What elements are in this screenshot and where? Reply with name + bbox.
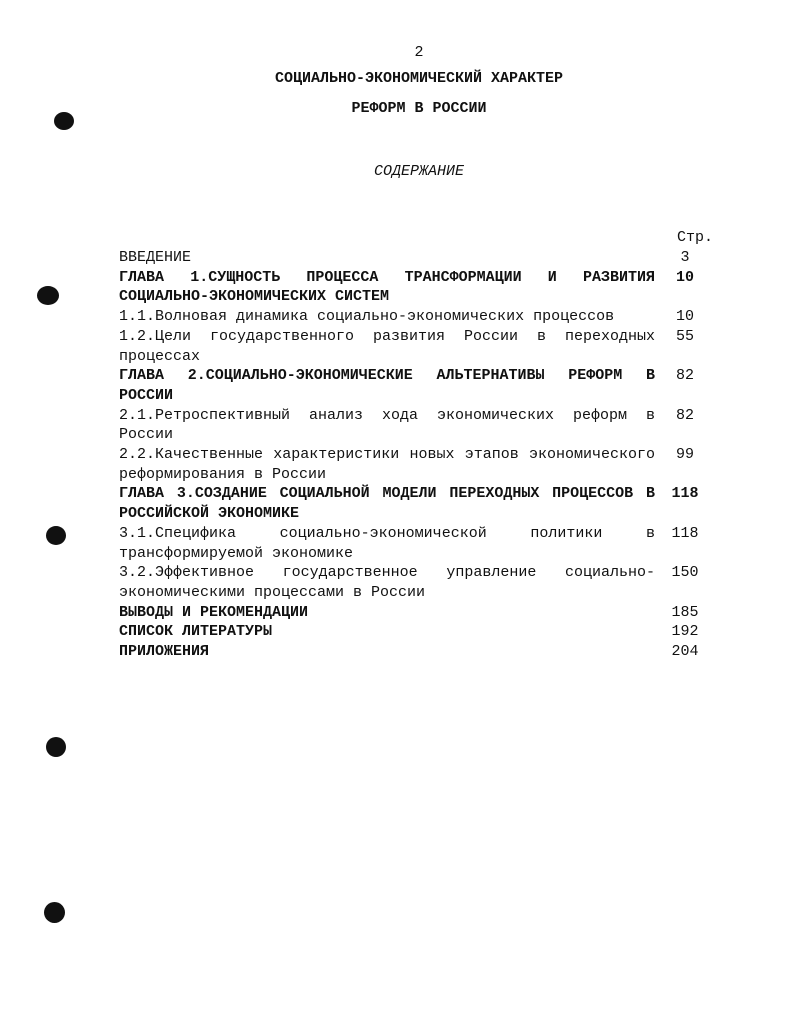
toc-page-column-header [119,228,715,248]
table-of-contents [119,228,715,662]
hole-punch-mark [46,737,66,757]
toc-entry-section-2-2 [119,445,715,484]
toc-entry-page: 185 [671,603,699,621]
toc-entry-page: 82 [675,367,694,385]
toc-entry-text: 2.2.Качественные характеристики новых этапов экономического реформирования в России [119,446,655,483]
contents-heading: СОДЕРЖАНИЕ [373,163,464,180]
toc-entry-text: ВЫВОДЫ И РЕКОМЕНДАЦИИ [119,603,309,621]
toc-entry-page: 118 [671,485,699,503]
toc-entry-text: ВВЕДЕНИЕ [119,249,192,266]
toc-entry-introduction [119,248,715,268]
toc-entry-text: ГЛАВА 1.СУЩНОСТЬ ПРОЦЕССА ТРАНСФОРМАЦИИ И РАЗВИТИЯ СОЦИАЛЬНО-ЭКОНОМИЧЕСКИХ СИСТЕМ [119,268,655,306]
toc-entry-chapter-2 [119,366,715,405]
toc-entry-page: 192 [671,623,699,641]
toc-entry-page: 10 [675,268,694,286]
toc-entry-chapter-1 [119,268,715,307]
page-column-label: Стр. [676,229,713,246]
toc-entry-page: 99 [675,446,694,464]
toc-entry-page: 204 [671,643,699,661]
toc-entry-text: 1.1.Волновая динамика социально-экономических процессов [119,308,615,326]
toc-entry-text: ГЛАВА 3.СОЗДАНИЕ СОЦИАЛЬНОЙ МОДЕЛИ ПЕРЕХОДНЫХ ПРОЦЕССОВ В РОССИЙСКОЙ ЭКОНОМИКЕ [119,485,655,523]
toc-entry-page: 55 [675,327,694,345]
toc-entry-page: 10 [675,308,694,326]
toc-entry-text: 3.1.Специфика социально-экономической политики в трансформируемой экономике [119,524,655,562]
toc-entry-page: 118 [671,524,699,542]
page-number: 2 [414,44,424,61]
document-title-line-1: СОЦИАЛЬНО-ЭКОНОМИЧЕСКИЙ ХАРАКТЕР [274,70,564,87]
toc-entry-text: 1.2.Цели государственного развития России в переходных процессах [119,327,655,365]
toc-entry-page: 3 [680,249,690,266]
toc-entry-text: ПРИЛОЖЕНИЯ [119,643,210,661]
document-title-line-2: РЕФОРМ В РОССИИ [351,100,487,117]
toc-entry-section-1-1 [119,307,715,327]
toc-entry-bibliography [119,622,715,642]
toc-entry-page: 150 [671,564,699,582]
toc-entry-text: СПИСОК ЛИТЕРАТУРЫ [119,623,273,641]
hole-punch-mark [37,286,59,305]
toc-entry-text: 3.2.Эффективное государственное управление социально-экономическими процессами в России [119,564,655,601]
hole-punch-mark [44,902,65,923]
toc-entry-section-2-1 [119,406,715,445]
toc-entry-text: ГЛАВА 2.СОЦИАЛЬНО-ЭКОНОМИЧЕСКИЕ АЛЬТЕРНАТИВЫ РЕФОРМ В РОССИИ [119,367,655,404]
toc-entry-appendices [119,642,715,662]
toc-entry-page: 82 [675,406,694,424]
toc-entry-section-3-2 [119,563,715,602]
toc-entry-section-3-1 [119,524,715,563]
toc-entry-section-1-2 [119,327,715,366]
toc-entry-conclusions [119,603,715,623]
hole-punch-mark [46,526,66,545]
hole-punch-mark [54,112,74,130]
toc-entry-chapter-3 [119,484,715,523]
toc-entry-text: 2.1.Ретроспективный анализ хода экономических реформ в России [119,406,655,444]
